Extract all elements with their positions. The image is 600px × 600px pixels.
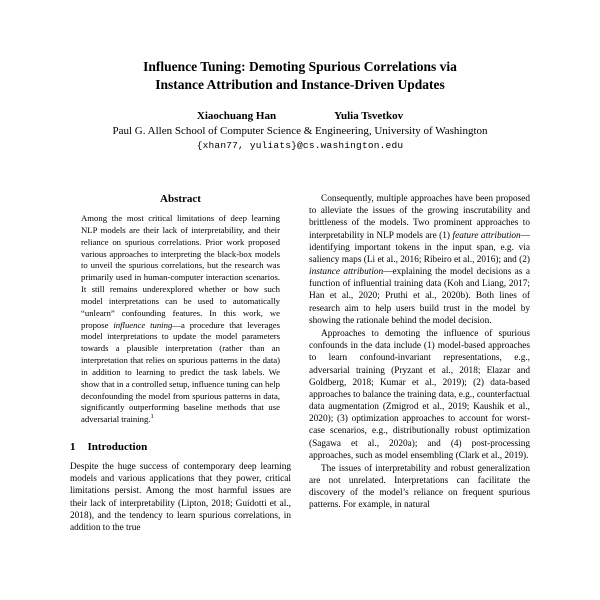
email-line: {xhan77, yuliats}@cs.washington.edu [196, 140, 404, 152]
paper-title-line2: Instance Attribution and Instance-Driven Updates [155, 76, 445, 92]
author-name: Xiaochuang Han [196, 110, 277, 123]
paragraph: The issues of interpretability and robust generalization are not unrelated. Interpretations can facilitate the discovery of the model’s reliance on frequent spurious patterns. For example, in natural [309, 463, 530, 511]
paper-title [70, 58, 530, 93]
two-column-body [70, 193, 530, 534]
affiliation: Paul G. Allen School of Computer Science & Engineering, University of Washington [112, 125, 488, 138]
section-title: Introduction [87, 441, 148, 453]
section-heading-introduction [70, 441, 291, 453]
paragraph: Approaches to demoting the influence of spurious confounds in the data include (1) model-based approaches to learn confound-invariant representations, e.g., adversarial training (Pryzant et al., 2018; Elazar and Goldberg, 2018; Kumar et al., 2019); (2) data-based approaches to balance the training data, e.g., counterfactual data augmentation (Zmigrod et al., 2019; Kaushik et al., 2020); (3) optimization approaches to account for worst-case scenarios, e.g., distributionally robust optimization (Sagawa et al., 2020a); and (4) post-processing approaches, such as model ensembling (Clark et al., 2019). [309, 328, 530, 461]
paper-title-line1: Influence Tuning: Demoting Spurious Correlations via [143, 59, 457, 74]
section-number: 1 [70, 441, 76, 453]
right-column [309, 193, 530, 534]
author-name: Yulia Tsvetkov [334, 110, 404, 123]
left-column [70, 193, 291, 534]
abstract-text: Among the most critical limitations of deep learning NLP models are their lack of interpretability, and their reliance on spurious correlations. Prior work proposed various approaches to interpreting the black-box models to unveil the spurious correlations, but the research was primarily used in human-computer interaction scenarios. It still remains underexplored whether or how such model interpretations can be used to automatically “unlearn” confounding features. In this work, we propose influence tuning—a procedure that leverages model interpretations to update the model parameters towards a plausible interpretation (rather than an interpretation that relies on spurious patterns in the data) in addition to learning to predict the task labels. We show that in a controlled setup, influence tuning can help deconfounding the model from spurious patterns in data, significantly outperforming baseline methods that use adversarial training.$^1$ [81, 213, 280, 425]
paragraph: Despite the huge success of contemporary deep learning models and various applications that they power, critical limitations persist. Among the most harmful issues are their lack of interpretability (Lipton, 2018; Guidotti et al., 2018), and the tendency to learn spurious correlations, in addition to the true [70, 462, 291, 533]
paragraph: Consequently, multiple approaches have been proposed to alleviate the issues of the growing inscrutability and brittleness of the models. Two prominent approaches to interpretability in NLP models are (1) feature attribution—identifying important tokens in the input span, e.g. via saliency maps (Li et al., 2016; Ribeiro et al., 2016); and (2) instance attribution—explaining the model decisions as a function of influential training data (Koh and Liang, 2017; Han et al., 2020; Pruthi et al., 2020b). Both lines of research aim to help users build trust in the model by showing the rationale behind the model decision. [309, 194, 531, 326]
author-list [70, 110, 530, 122]
abstract-heading: Abstract [160, 193, 201, 206]
